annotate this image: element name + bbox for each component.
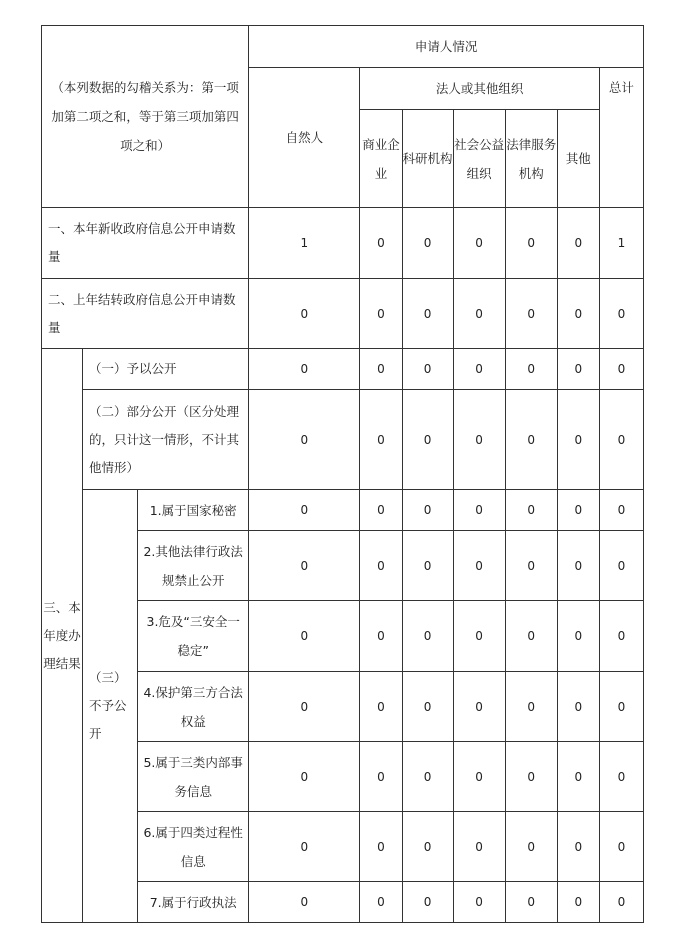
row-label: 二、上年结转政府信息公开申请数量 — [42, 279, 249, 349]
cell: 0 — [360, 531, 402, 601]
cell: 0 — [599, 390, 643, 490]
row-label: 4.保护第三方合法权益 — [138, 672, 249, 742]
cell: 0 — [557, 812, 599, 882]
cell: 0 — [402, 601, 453, 672]
cell: 0 — [599, 812, 643, 882]
cell: 0 — [249, 531, 360, 601]
cell: 0 — [557, 390, 599, 490]
cell: 0 — [557, 490, 599, 531]
cell: 0 — [557, 601, 599, 672]
cell: 0 — [557, 672, 599, 742]
cell: 0 — [360, 882, 402, 923]
cell: 0 — [402, 672, 453, 742]
cell: 0 — [453, 742, 505, 812]
row-label: （二）部分公开（区分处理的，只计这一情形，不计其他情形） — [83, 390, 249, 490]
row-label: 7.属于行政执法 — [138, 882, 249, 923]
cell: 0 — [360, 601, 402, 672]
table-row — [42, 390, 644, 490]
cell: 0 — [453, 601, 505, 672]
row-label: 2.其他法律行政法规禁止公开 — [138, 531, 249, 601]
table-row — [42, 349, 644, 390]
cell: 0 — [599, 882, 643, 923]
cell: 0 — [599, 742, 643, 812]
header-social-welfare: 社会公益组织 — [453, 110, 505, 208]
header-total: 总计 — [599, 68, 643, 208]
cell: 0 — [360, 279, 402, 349]
cell: 0 — [505, 208, 557, 279]
cell: 0 — [599, 672, 643, 742]
cell: 0 — [402, 208, 453, 279]
cell: 0 — [402, 531, 453, 601]
cell: 0 — [249, 812, 360, 882]
cell: 0 — [360, 349, 402, 390]
cell: 0 — [402, 812, 453, 882]
cell: 0 — [453, 672, 505, 742]
table-row — [42, 490, 644, 531]
table-row — [42, 279, 644, 349]
cell: 0 — [505, 490, 557, 531]
cell: 0 — [557, 882, 599, 923]
cell: 0 — [505, 279, 557, 349]
cell: 0 — [557, 208, 599, 279]
cell: 0 — [505, 882, 557, 923]
cell: 0 — [599, 490, 643, 531]
cell: 0 — [505, 742, 557, 812]
cell: 0 — [453, 812, 505, 882]
cell: 0 — [505, 531, 557, 601]
cell: 0 — [453, 208, 505, 279]
table-row — [42, 208, 644, 279]
cell: 0 — [505, 349, 557, 390]
cell: 0 — [249, 349, 360, 390]
cell: 0 — [402, 279, 453, 349]
header-legal-entities: 法人或其他组织 — [360, 68, 599, 110]
cell: 0 — [360, 812, 402, 882]
cell: 0 — [249, 742, 360, 812]
cell: 0 — [402, 390, 453, 490]
row-label: （一）予以公开 — [83, 349, 249, 390]
cell: 0 — [505, 812, 557, 882]
cell: 1 — [249, 208, 360, 279]
cell: 0 — [453, 349, 505, 390]
cell: 0 — [453, 279, 505, 349]
cell: 0 — [557, 531, 599, 601]
cell: 0 — [249, 882, 360, 923]
header-note: （本列数据的勾稽关系为：第一项加第二项之和，等于第三项加第四项之和） — [42, 26, 249, 208]
cell: 0 — [505, 601, 557, 672]
cell: 1 — [599, 208, 643, 279]
cell: 0 — [557, 279, 599, 349]
cell: 0 — [360, 208, 402, 279]
header-applicant-situation: 申请人情况 — [249, 26, 644, 68]
section-3-3-label: （三）不予公开 — [83, 490, 138, 923]
header-other: 其他 — [557, 110, 599, 208]
cell: 0 — [402, 349, 453, 390]
cell: 0 — [453, 490, 505, 531]
cell: 0 — [557, 349, 599, 390]
cell: 0 — [249, 490, 360, 531]
header-natural-person: 自然人 — [249, 68, 360, 208]
cell: 0 — [557, 742, 599, 812]
cell: 0 — [599, 279, 643, 349]
row-label: 5.属于三类内部事务信息 — [138, 742, 249, 812]
row-label: 6.属于四类过程性信息 — [138, 812, 249, 882]
cell: 0 — [360, 742, 402, 812]
section-3-label: 三、本年度办理结果 — [42, 349, 83, 923]
row-label: 1.属于国家秘密 — [138, 490, 249, 531]
header-commercial: 商业企业 — [360, 110, 402, 208]
row-label: 3.危及“三安全一稳定” — [138, 601, 249, 672]
cell: 0 — [360, 390, 402, 490]
cell: 0 — [360, 490, 402, 531]
cell: 0 — [249, 601, 360, 672]
header-research: 科研机构 — [402, 110, 453, 208]
header-legal-service: 法律服务机构 — [505, 110, 557, 208]
cell: 0 — [505, 672, 557, 742]
cell: 0 — [599, 601, 643, 672]
cell: 0 — [249, 390, 360, 490]
cell: 0 — [249, 279, 360, 349]
cell: 0 — [599, 349, 643, 390]
cell: 0 — [453, 531, 505, 601]
disclosure-table — [41, 25, 644, 923]
row-label: 一、本年新收政府信息公开申请数量 — [42, 208, 249, 279]
cell: 0 — [360, 672, 402, 742]
cell: 0 — [402, 490, 453, 531]
cell: 0 — [505, 390, 557, 490]
cell: 0 — [453, 390, 505, 490]
cell: 0 — [453, 882, 505, 923]
cell: 0 — [402, 882, 453, 923]
cell: 0 — [249, 672, 360, 742]
cell: 0 — [402, 742, 453, 812]
cell: 0 — [599, 531, 643, 601]
